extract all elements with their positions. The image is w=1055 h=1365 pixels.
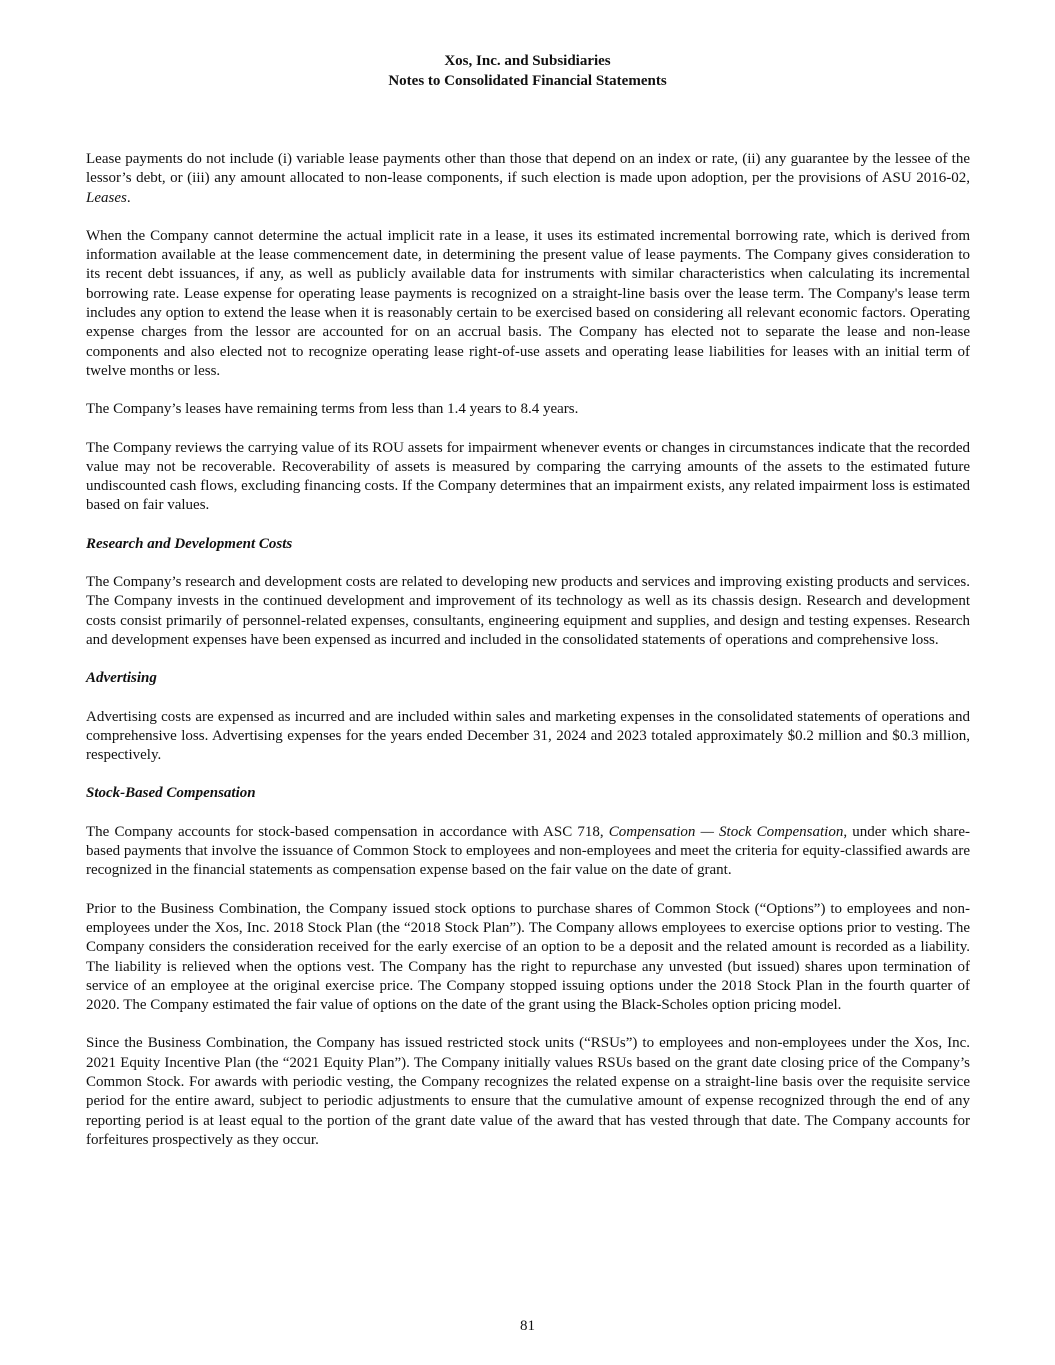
page-title: Notes to Consolidated Financial Statements [388, 73, 667, 89]
implicit-rate-paragraph: When the Company cannot determine the actual implicit rate in a lease, it uses its estimated incremental borrowing rate, which is derived from information available at the lease commencement date, in determining the present value of lease payments. The Company gives consideration to its recent debt issuances, if any, as well as publicly available data for instruments with similar characteristics when calculating its incremental borrowing rate. Lease expense for operating lease payments is recognized on a straight-line basis over the lease term. The Company's lease term includes any option to extend the lease when it is reasonably certain to be exercised based on considering all relevant economic factors. Operating expense charges from the lessor are accounted for on an accrual basis. The Company has elected not to separate the lease and non-lease components and also elected not to recognize operating lease right-of-use assets and operating lease liabilities for leases with an initial term of twelve months or less. [86, 227, 970, 379]
sbc-paragraph: The Company accounts for stock-based compensation in accordance with ASC 718, Compensation — Stock Compensation, under which share-based payments that involve the issuance of Common Stock to employees and non-employees and meet the criteria for equity-classified awards are recognized in the financial statements as compensation expense based on the fair value on the date of grant. [86, 823, 971, 879]
advertising-paragraph: Advertising costs are expensed as incurred and are included within sales and marketing expenses in the consolidated statements of operations and comprehensive loss. Advertising expenses for the years ended December 31, 2024 and 2023 totaled approximately $0.2 million and $0.3 million, respectively. [86, 708, 970, 764]
leases-citation: Leases [86, 189, 127, 206]
remaining-terms-paragraph: The Company’s leases have remaining terms from less than 1.4 years to 8.4 years. [86, 401, 579, 418]
advertising-heading: Advertising [86, 670, 157, 687]
document-body [86, 150, 970, 1169]
rd-heading: Research and Development Costs [86, 535, 293, 552]
company-name: Xos, Inc. and Subsidiaries [444, 53, 611, 69]
rou-impairment-paragraph: The Company reviews the carrying value of its ROU assets for impairment whenever events or changes in circumstances indicate that the recorded value may not be recoverable. Recoverability of assets is measured by comparing the carrying amounts of the assets to the estimated future undiscounted cash flows, excluding financing costs. If the Company determines that an impairment exists, any related impairment loss is estimated based on fair values. [86, 439, 970, 514]
rd-paragraph: The Company’s research and development costs are related to developing new products and services and improving existing products and services. The Company invests in the continued development and improvement of its technology as well as its chassis design. Research and development costs consist primarily of personnel-related expenses, consultants, engineering equipment and supplies, and design and testing expenses. Research and development expenses have been expensed as incurred and included in the consolidated statements of operations and comprehensive loss. [86, 574, 970, 648]
page-number: 81 [520, 1318, 535, 1334]
page-header [0, 51, 1055, 91]
sbc-heading: Stock-Based Compensation [86, 785, 256, 802]
options-paragraph: Prior to the Business Combination, the Company issued stock options to purchase shares of Common Stock (“Options”) to employees and non-employees under the Xos, Inc. 2018 Stock Plan (the “2018 Stock Plan”). The Company allows employees to exercise options prior to vesting. The Company considers the consideration received for the early exercise of an option to be a deposit and the related amount is recorded as a liability. The liability is relieved when the options vest. The Company has the right to repurchase any unvested (but issued) shares upon termination of service of an employee at the original exercise price. The Company stopped issuing options under the 2018 Stock Plan in the fourth quarter of 2020. The Company estimated the fair value of options on the date of the grant using the Black-Scholes option pricing model. [86, 900, 970, 1014]
lease-payments-paragraph: Lease payments do not include (i) variable lease payments other than those that depend on an index or rate, (ii) any guarantee by the lessee of the lessor’s debt, or (iii) any amount allocated to non-lease components, if such election is made upon adoption, per the provisions of ASU 2016-02, Leases. [86, 151, 970, 206]
asc-718-citation: Compensation — Stock Compensation [608, 823, 844, 840]
rsus-paragraph: Since the Business Combination, the Company has issued restricted stock units (“RSUs”) to employees and non-employees under the Xos, Inc. 2021 Equity Incentive Plan (the “2021 Equity Plan”). The Company initially values RSUs based on the grant date closing price of the Company’s Common Stock. For awards with periodic vesting, the Company recognizes the related expense on a straight-line basis over the requisite service period for the entire award, subject to periodic adjustments to ensure that the cumulative amount of expense recognized through the end of any reporting period is at least equal to the portion of the grant date value of the award that has vested through that date. The Company accounts for forfeitures prospectively as they occur. [86, 1035, 970, 1148]
